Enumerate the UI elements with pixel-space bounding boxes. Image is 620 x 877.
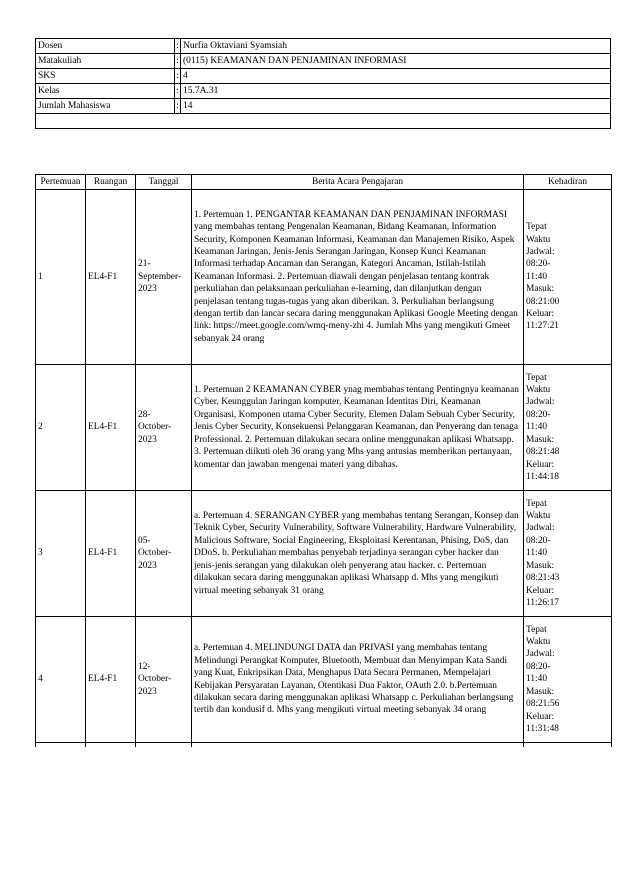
kehadiran-line: Tepat xyxy=(526,372,547,383)
info-row-kelas xyxy=(36,84,611,99)
kehadiran-line: Waktu xyxy=(526,385,551,396)
cell-pertemuan: 3 xyxy=(36,491,86,617)
info-value: 14 xyxy=(181,99,611,114)
kehadiran-line: 08:21:48 xyxy=(526,447,560,458)
info-separator: : xyxy=(175,84,181,99)
kehadiran-line: 11:40 xyxy=(526,422,548,433)
kehadiran-line: 08:20- xyxy=(526,409,551,420)
tanggal-line: 05- xyxy=(138,535,151,546)
cell-pertemuan: 2 xyxy=(36,365,86,491)
kehadiran-line: Masuk: xyxy=(526,434,555,445)
info-empty-cell xyxy=(36,114,611,129)
cell-berita-acara: a. Pertemuan 4. SERANGAN CYBER yang membahas tentang Serangan, Konsep dan Teknik Cyber, Security Vulnerability, Software Vulnerability, Hardware Vulnerability, Malicious Software, Social Engineering, Eksploitasi Kerentanan, Phising, DoS, dan DDoS. b. Perkuliahan membahas penyebab terjadinya serangan cyber hacker dan jenis-jenis serangan yang dilakukan oleh penyerang atau hacker. c. Pertemuan dilakukan secara daring menggunakan aplikasi Whatsapp d. Mhs yang mengikuti virtual meeting sebanyak 31 orang xyxy=(192,491,524,617)
info-separator: : xyxy=(175,69,181,84)
teaching-record-table xyxy=(35,174,612,747)
info-value: 15.7A.31 xyxy=(181,84,611,99)
kehadiran-line: 11:44:18 xyxy=(526,471,559,482)
header-ruangan: Ruangan xyxy=(86,175,136,190)
header-tanggal: Tanggal xyxy=(136,175,192,190)
table-row xyxy=(36,365,612,491)
cell-berita-acara: 1. Pertemuan 1. PENGANTAR KEAMANAN DAN PENJAMINAN INFORMASI yang membahas tentang Pengenalan Keamanan, Bidang Keamanan, Information Security, Komponen Keamanan Informasi, Keamanan dan Manajemen Risiko, Aspek Keamanan Jaringan, Jenis-Jenis Serangan Jaringan, Konsep Kunci Keamanan Informasi terhadap Ancaman dan Serangan, Kategori Ancaman, Istilah-Istilah Keamanan Informasi. 2. Pertemuan diawali dengan penjelasan tentang kontrak perkuliahan dan pelaksanaan perkuliahan e-learning, dan dilanjutkan dengan penjelasan tentang tugas-tugas yang akan diberikan. 3. Perkuliahan berlangsung dengan tertib dan lancar secara daring menggunakan Aplikasi Google Meeting dengan link: https://meet.google.com/wmq-meny-zhi 4. Jumlah Mhs yang mengikuti Gmeet sebanyak 24 orang xyxy=(192,190,524,365)
kehadiran-line: Tepat xyxy=(526,498,547,509)
kehadiran-line: Jadwal: xyxy=(526,246,555,257)
tanggal-line: September- xyxy=(138,271,182,282)
tanggal-line: 2023 xyxy=(138,560,157,571)
info-row-sks xyxy=(36,69,611,84)
tanggal-line: October- xyxy=(138,548,172,559)
info-value: 4 xyxy=(181,69,611,84)
table-row xyxy=(36,617,612,743)
kehadiran-line: Masuk: xyxy=(526,284,555,295)
table-row xyxy=(36,190,612,365)
kehadiran-line: Keluar: xyxy=(526,309,555,320)
info-row-jumlah-mahasiswa xyxy=(36,99,611,114)
table-tail-row xyxy=(36,743,612,748)
info-label: SKS xyxy=(36,69,175,84)
cell-ruangan: EL4-F1 xyxy=(86,190,136,365)
cell-tanggal xyxy=(136,491,192,617)
kehadiran-line: Masuk: xyxy=(526,686,555,697)
course-info-table xyxy=(35,38,611,129)
info-label: Kelas xyxy=(36,84,175,99)
cell-berita-acara: 1. Pertemuan 2 KEAMANAN CYBER ynag membahas tentang Pentingnya keamanan Cyber, Keunggulan Jaringan komputer, Keamanan Identitas Diri, Keamanan Organisasi, Komponen utama Cyber Security, Elemen Dalam Sebuah Cyber Security, Jenis Cyber Security, Konsekuensi Pelanggaran Keamanan, dan Penyerang dan tenaga Professional. 2. Pertemuan dilakukan secara online menggunakan aplikasi Whatsapp. 3. Pertemuan diikuti oleh 36 orang yang Mhs yang antusias memberikan pertanyaan, komentar dan jawaban mengenai materi yang dibahas. xyxy=(192,365,524,491)
header-pertemuan: Pertemuan xyxy=(36,175,86,190)
info-spacer-row xyxy=(36,114,611,129)
kehadiran-line: 08:20- xyxy=(526,259,551,270)
tanggal-line: 2023 xyxy=(138,284,157,295)
kehadiran-line: Jadwal: xyxy=(526,649,555,660)
kehadiran-line: 11:40 xyxy=(526,271,548,282)
cell-ruangan: EL4-F1 xyxy=(86,491,136,617)
kehadiran-line: 11:40 xyxy=(526,548,548,559)
header-kehadiran: Kehadiran xyxy=(524,175,612,190)
kehadiran-line: Tepat xyxy=(526,624,547,635)
cell-ruangan: EL4-F1 xyxy=(86,365,136,491)
kehadiran-line: 08:21:56 xyxy=(526,699,560,710)
tail-cell xyxy=(192,743,524,748)
kehadiran-line: Keluar: xyxy=(526,585,555,596)
tanggal-line: October- xyxy=(138,422,172,433)
info-label: Jumlah Mahasiswa xyxy=(36,99,175,114)
tail-cell xyxy=(86,743,136,748)
cell-pertemuan: 4 xyxy=(36,617,86,743)
tanggal-line: 21- xyxy=(138,259,151,270)
info-separator: : xyxy=(175,39,181,54)
table-header-row xyxy=(36,175,612,190)
tanggal-line: 28- xyxy=(138,409,151,420)
cell-tanggal xyxy=(136,190,192,365)
cell-pertemuan: 1 xyxy=(36,190,86,365)
cell-kehadiran xyxy=(524,491,612,617)
tail-cell xyxy=(136,743,192,748)
cell-berita-acara: a. Pertemuan 4. MELINDUNGI DATA dan PRIVASI yang membahas tentang Melindungi Perangkat Komputer, Bluetooth, Membuat dan Menyimpan Kata Sandi yang Kuat, Enkripsikan Data, Menghapus Data Secara Permanen, Mempelajari Kebijakan Persyaratan Layanan, Otentikasi Dua Faktor, OAuth 2.0. b.Pertemuan dilakukan secara daring menggunakan aplikasi Whatsapp c. Perkuliahan berlangsung tertib dan kondusif d. Mhs yang mengikuti virtual meeting sebanyak 34 orang xyxy=(192,617,524,743)
cell-tanggal xyxy=(136,365,192,491)
cell-tanggal xyxy=(136,617,192,743)
kehadiran-line: Waktu xyxy=(526,511,551,522)
cell-kehadiran xyxy=(524,190,612,365)
kehadiran-line: Keluar: xyxy=(526,459,555,470)
kehadiran-line: 11:26:17 xyxy=(526,597,559,608)
tail-cell xyxy=(524,743,612,748)
info-value: (0115) KEAMANAN DAN PENJAMINAN INFORMASI xyxy=(181,54,611,69)
info-separator: : xyxy=(175,99,181,114)
kehadiran-line: 08:20- xyxy=(526,535,551,546)
tanggal-line: 2023 xyxy=(138,434,157,445)
kehadiran-line: Keluar: xyxy=(526,711,555,722)
cell-kehadiran xyxy=(524,365,612,491)
kehadiran-line: 11:40 xyxy=(526,674,548,685)
cell-kehadiran xyxy=(524,617,612,743)
kehadiran-line: Tepat xyxy=(526,222,547,233)
kehadiran-line: Masuk: xyxy=(526,560,555,571)
kehadiran-line: Jadwal: xyxy=(526,397,555,408)
info-row-dosen xyxy=(36,39,611,54)
kehadiran-line: 08:20- xyxy=(526,661,551,672)
kehadiran-line: 08:21:43 xyxy=(526,573,560,584)
kehadiran-line: Waktu xyxy=(526,637,551,648)
tanggal-line: October- xyxy=(138,674,172,685)
kehadiran-line: 08:21:00 xyxy=(526,296,560,307)
kehadiran-line: Jadwal: xyxy=(526,523,555,534)
tail-cell xyxy=(36,743,86,748)
kehadiran-line: Waktu xyxy=(526,234,551,245)
table-row xyxy=(36,491,612,617)
info-value: Nurfia Oktaviani Syamsiah xyxy=(181,39,611,54)
info-label: Matakuliah xyxy=(36,54,175,69)
info-label: Dosen xyxy=(36,39,175,54)
info-separator: : xyxy=(175,54,181,69)
tanggal-line: 12- xyxy=(138,661,151,672)
header-berita-acara: Berita Acara Pengajaran xyxy=(192,175,524,190)
kehadiran-line: 11:31:48 xyxy=(526,723,559,734)
cell-ruangan: EL4-F1 xyxy=(86,617,136,743)
tanggal-line: 2023 xyxy=(138,686,157,697)
kehadiran-line: 11:27:21 xyxy=(526,321,559,332)
info-row-matakuliah xyxy=(36,54,611,69)
